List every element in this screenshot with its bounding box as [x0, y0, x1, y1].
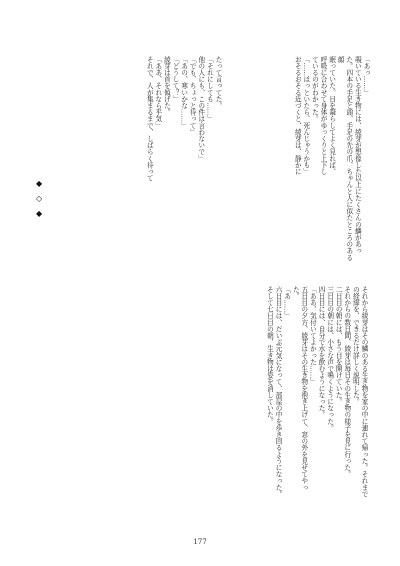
diamond-ornament: ◇ — [36, 194, 43, 203]
diamond-ornament: ◆ — [36, 209, 43, 218]
page-number: 177 — [193, 538, 207, 546]
section-break-ornament — [36, 180, 42, 218]
text-column-upper-left: たって言ってた。 「それにしても……」 他の人にも、この件は言わないで」 「でも、ちょっと待って」 「あの、寒いかな……」 「どうして？」 綾芽は首を傾げた。 「ああ、それなら平気」 それで、人が集まるまで、しばらく待って — [145, 56, 222, 182]
text-block-lower: それから綾芽はその鱗のある生き物を家の中に連れて帰った。それまでの経緯を、できるだけ詳しく説明した。 それからの数日間、綾芽は毎日その生き物の様子を見に行った。 二日目の朝には、もう目を開けていた。 三日目の朝には、小さな声で鳴くようになった。 四日目には、自分で水を飲むようになった。 「ああ、気付いてよかった……」 五日目の夕方、綾芽はその生き物を抱き上げて、窓の外を見せてやった。 「あ……」 六日目には、だいぶ元気になって、部屋の中を歩き回るようになった。 そして七日目の朝、生き物は姿を消していた。 — [265, 286, 368, 498]
diamond-ornament: ◆ — [36, 179, 43, 188]
text-column-upper-right: 「あっ……」 覗いている生き物には、綾芽が想像した以上にたくさんの鱗があった。四本の手足と頭、手足の先の爪、ちゃんと人に似たところのある顔 眠っていた。目を凝らしてよく見れば、 呼吸に合わせて身体がゆっくりと上下し ているのがわかった。 「……ほっといたら、死んじゃうかも」 おそるおそる近づくと、綾芽は、静かに — [293, 56, 370, 261]
